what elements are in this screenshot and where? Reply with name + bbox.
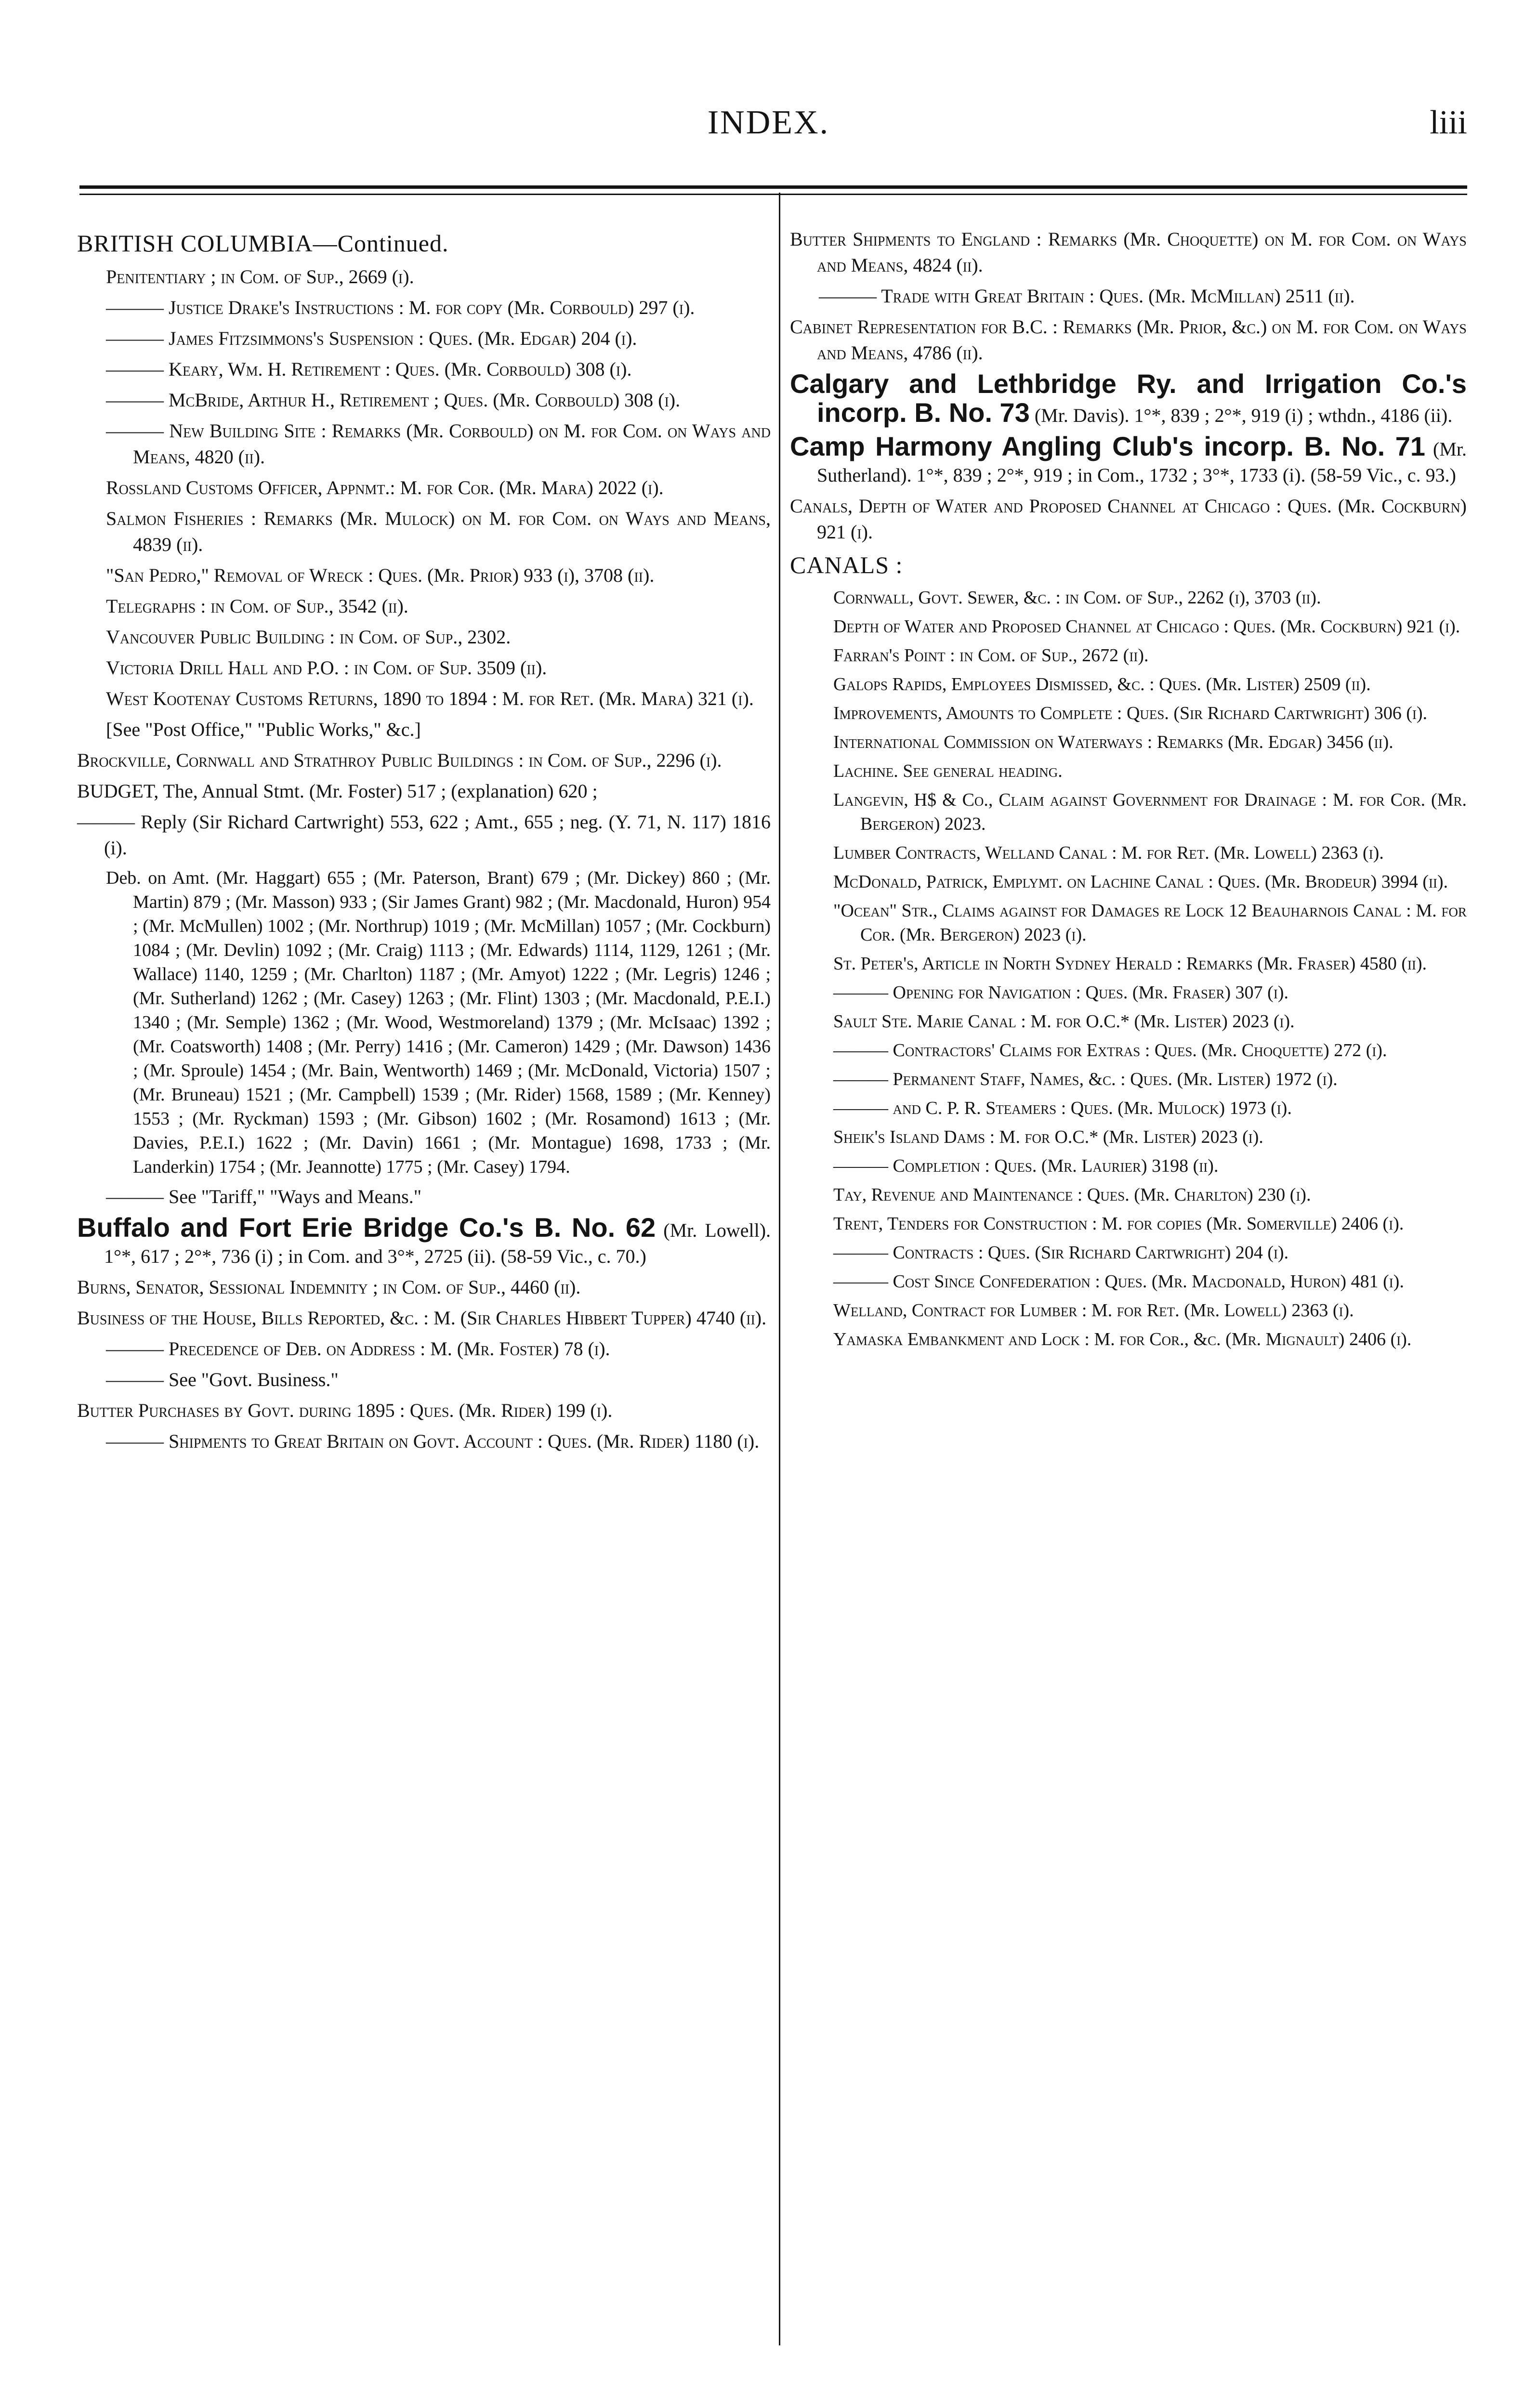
section-heading-canals: CANALS : xyxy=(790,551,903,578)
index-see-also: [See "Post Office," "Public Works," &c.] xyxy=(106,719,421,740)
index-entry: Salmon Fisheries : Remarks (Mr. Mulock) on M. for Com. on Ways and Means, 4839 (ii). xyxy=(106,508,771,555)
index-entry: Lumber Contracts, Welland Canal : M. for Ret. (Mr. Lowell) 2363 (i). xyxy=(833,843,1384,863)
header-rule-thin xyxy=(79,194,1467,195)
index-entry: Business of the House, Bills Reported, &c. : M. (Sir Charles Hibbert Tupper) 4740 (ii). xyxy=(77,1307,767,1329)
index-entry: Victoria Drill Hall and P.O. : in Com. of Sup. 3509 (ii). xyxy=(106,657,547,679)
index-entry: ——— Opening for Navigation : Ques. (Mr. Fraser) 307 (i). xyxy=(833,982,1288,1003)
bill-title: Calgary and Lethbridge Ry. and Irrigation Co.'s incorp. B. No. 73 xyxy=(790,368,1467,428)
index-entry-bill xyxy=(790,433,1467,488)
index-entry: Burns, Senator, Sessional Indemnity ; in Com. of Sup., 4460 (ii). xyxy=(77,1276,581,1298)
index-entry: Tay, Revenue and Maintenance : Ques. (Mr. Charlton) 230 (i). xyxy=(833,1185,1311,1205)
index-entry: Butter Shipments to England : Remarks (Mr. Choquette) on M. for Com. on Ways and Means, 4824 (ii). xyxy=(790,228,1467,276)
page-title: INDEX. xyxy=(707,104,830,141)
index-entry: Brockville, Cornwall and Strathroy Public Buildings : in Com. of Sup., 2296 (i). xyxy=(77,749,722,771)
bill-details: (Mr. Sutherland). 1°*, 839 ; 2°*, 919 ; in Com., 1732 ; 3°*, 1733 (i). (58-59 Vic., c. 93.) xyxy=(817,438,1467,486)
index-entry: Cornwall, Govt. Sewer, &c. : in Com. of Sup., 2262 (i), 3703 (ii). xyxy=(833,588,1321,608)
index-entry: ——— Reply (Sir Richard Cartwright) 553, 622 ; Amt., 655 ; neg. (Y. 71, N. 117) 1816 (i). xyxy=(77,811,771,859)
index-entry: Welland, Contract for Lumber : M. for Ret. (Mr. Lowell) 2363 (i). xyxy=(833,1300,1354,1321)
column-divider xyxy=(779,193,780,2345)
index-entry: ——— Shipments to Great Britain on Govt. Account : Ques. (Mr. Rider) 1180 (i). xyxy=(106,1430,760,1452)
index-entry: ——— McBride, Arthur H., Retirement ; Ques. (Mr. Corbould) 308 (i). xyxy=(106,389,681,411)
index-see-also: ——— See "Tariff," "Ways and Means." xyxy=(106,1186,422,1207)
index-entry: Yamaska Embankment and Lock : M. for Cor., &c. (Mr. Mignault) 2406 (i). xyxy=(833,1329,1412,1349)
page-header xyxy=(0,0,1537,188)
index-entry-bill xyxy=(790,368,1467,429)
bill-title: Buffalo and Fort Erie Bridge Co.'s B. No. 62 xyxy=(77,1212,656,1243)
bill-details: (Mr. Lowell). 1°*, 617 ; 2°*, 736 (i) ; in Com. and 3°*, 2725 (ii). (58-59 Vic., c. 70.) xyxy=(104,1219,771,1267)
left-column xyxy=(77,226,771,1459)
index-entry: ——— Contracts : Ques. (Sir Richard Cartwright) 204 (i). xyxy=(833,1243,1289,1263)
index-entry: Galops Rapids, Employees Dismissed, &c. : Ques. (Mr. Lister) 2509 (ii). xyxy=(833,674,1371,694)
index-entry: ——— Contractors' Claims for Extras : Ques. (Mr. Choquette) 272 (i). xyxy=(833,1040,1387,1060)
index-entry: Improvements, Amounts to Complete : Ques. (Sir Richard Cartwright) 306 (i). xyxy=(833,703,1428,723)
index-entry: ——— Precedence of Deb. on Address : M. (Mr. Foster) 78 (i). xyxy=(106,1338,610,1360)
index-entry: Rossland Customs Officer, Appnmt.: M. for Cor. (Mr. Mara) 2022 (i). xyxy=(106,477,664,498)
index-entry: ——— James Fitzsimmons's Suspension : Ques. (Mr. Edgar) 204 (i). xyxy=(106,327,637,349)
index-entry: Butter Purchases by Govt. during 1895 : Ques. (Mr. Rider) 199 (i). xyxy=(77,1400,613,1421)
index-entry: ——— Permanent Staff, Names, &c. : Ques. (Mr. Lister) 1972 (i). xyxy=(833,1069,1338,1089)
section-heading-british-columbia: BRITISH COLUMBIA—Continued. xyxy=(77,230,449,257)
index-entry: Vancouver Public Building : in Com. of Sup., 2302. xyxy=(106,626,511,648)
index-entry-budget: BUDGET, The, Annual Stmt. (Mr. Foster) 517 ; (explanation) 620 ; xyxy=(77,780,598,802)
index-entry: ——— and C. P. R. Steamers : Ques. (Mr. Mulock) 1973 (i). xyxy=(833,1098,1292,1118)
index-entry: St. Peter's, Article in North Sydney Herald : Remarks (Mr. Fraser) 4580 (ii). xyxy=(833,954,1427,974)
right-column xyxy=(790,226,1467,1356)
index-entry: Canals, Depth of Water and Proposed Channel at Chicago : Ques. (Mr. Cockburn) 921 (i). xyxy=(790,495,1467,543)
index-entry: ——— New Building Site : Remarks (Mr. Corbould) on M. for Com. on Ways and Means, 4820 (ii). xyxy=(106,420,771,468)
index-entry: Sheik's Island Dams : M. for O.C.* (Mr. Lister) 2023 (i). xyxy=(833,1127,1263,1147)
index-entry-bill xyxy=(77,1212,771,1269)
index-entry: Farran's Point : in Com. of Sup., 2672 (ii). xyxy=(833,645,1149,666)
index-entry: ——— Cost Since Confederation : Ques. (Mr. Macdonald, Huron) 481 (i). xyxy=(833,1271,1404,1292)
index-entry: "San Pedro," Removal of Wreck : Ques. (Mr. Prior) 933 (i), 3708 (ii). xyxy=(106,564,655,586)
index-entry: Sault Ste. Marie Canal : M. for O.C.* (Mr. Lister) 2023 (i). xyxy=(833,1011,1295,1032)
index-entry: Cabinet Representation for B.C. : Remarks (Mr. Prior, &c.) on M. for Com. on Ways and Means, 4786 (ii). xyxy=(790,316,1467,364)
index-entry: ——— Completion : Ques. (Mr. Laurier) 3198 (ii). xyxy=(833,1156,1219,1176)
page-number: liii xyxy=(1430,104,1467,141)
index-entry: Depth of Water and Proposed Channel at Chicago : Ques. (Mr. Cockburn) 921 (i). xyxy=(833,616,1460,637)
index-entry: "Ocean" Str., Claims against for Damages re Lock 12 Beauharnois Canal : M. for Cor. (Mr. Bergeron) 2023 (i). xyxy=(833,901,1467,945)
index-entry: Penitentiary ; in Com. of Sup., 2669 (i). xyxy=(106,266,414,288)
bill-details: (Mr. Davis). 1°*, 839 ; 2°*, 919 (i) ; wthdn., 4186 (ii). xyxy=(1034,405,1453,426)
index-entry: McDonald, Patrick, Emplymt. on Lachine Canal : Ques. (Mr. Brodeur) 3994 (ii). xyxy=(833,872,1448,892)
index-entry: Langevin, H$ & Co., Claim against Government for Drainage : M. for Cor. (Mr. Bergeron) 2023. xyxy=(833,790,1467,834)
index-entry: Telegraphs : in Com. of Sup., 3542 (ii). xyxy=(106,595,408,617)
index-see-also: ——— See "Govt. Business." xyxy=(106,1369,339,1390)
index-entry-debate: Deb. on Amt. (Mr. Haggart) 655 ; (Mr. Paterson, Brant) 679 ; (Mr. Dickey) 860 ; (Mr. Martin) 879 ; (Mr. Masson) 933 ; (Sir James Grant) 982 ; (Mr. Macdonald, Huron) 954 ; (Mr. McMullen) 1002 ; (Mr. Northrup) 1019 ; (Mr. McMillan) 1057 ; (Mr. Cockburn) 1084 ; (Mr. Devlin) 1092 ; (Mr. Craig) 1113 ; (Mr. Edwards) 1114, 1129, 1261 ; (Mr. Wallace) 1140, 1259 ; (Mr. Charlton) 1187 ; (Mr. Amyot) 1222 ; (Mr. Legris) 1246 ; (Mr. Sutherland) 1262 ; (Mr. Casey) 1263 ; (Mr. Flint) 1303 ; (Mr. Macdonald, P.E.I.) 1340 ; (Mr. Semple) 1362 ; (Mr. Wood, Westmoreland) 1379 ; (Mr. McIsaac) 1392 ; (Mr. Coatsworth) 1408 ; (Mr. Perry) 1416 ; (Mr. Cameron) 1429 ; (Mr. Dawson) 1436 ; (Mr. Sproule) 1454 ; (Mr. Bain, Wentworth) 1469 ; (Mr. McDonald, Victoria) 1507 ; (Mr. Bruneau) 1521 ; (Mr. Campbell) 1539 ; (Mr. Rider) 1568, 1589 ; (Mr. Kenney) 1553 ; (Mr. Ryckman) 1593 ; (Mr. Gibson) 1602 ; (Mr. Rosamond) 1613 ; (Mr. Davies, P.E.I.) 1622 ; (Mr. Davin) 1661 ; (Mr. Montague) 1698, 1733 ; (Mr. Landerkin) 1754 ; (Mr. Jeannotte) 1775 ; (Mr. Casey) 1794. xyxy=(106,868,771,1177)
bill-title: Camp Harmony Angling Club's incorp. B. No. 71 xyxy=(790,431,1426,461)
index-entry: West Kootenay Customs Returns, 1890 to 1894 : M. for Ret. (Mr. Mara) 321 (i). xyxy=(106,688,754,709)
index-entry: ——— Keary, Wm. H. Retirement : Ques. (Mr. Corbould) 308 (i). xyxy=(106,358,632,380)
index-entry: ——— Trade with Great Britain : Ques. (Mr. McMillan) 2511 (ii). xyxy=(819,285,1355,307)
index-entry: International Commission on Waterways : Remarks (Mr. Edgar) 3456 (ii). xyxy=(833,732,1393,752)
index-entry: Trent, Tenders for Construction : M. for copies (Mr. Somerville) 2406 (i). xyxy=(833,1214,1404,1234)
header-rule-thick xyxy=(79,185,1467,189)
index-entry: Lachine. See general heading. xyxy=(833,761,1063,781)
index-entry: ——— Justice Drake's Instructions : M. for copy (Mr. Corbould) 297 (i). xyxy=(106,297,695,318)
